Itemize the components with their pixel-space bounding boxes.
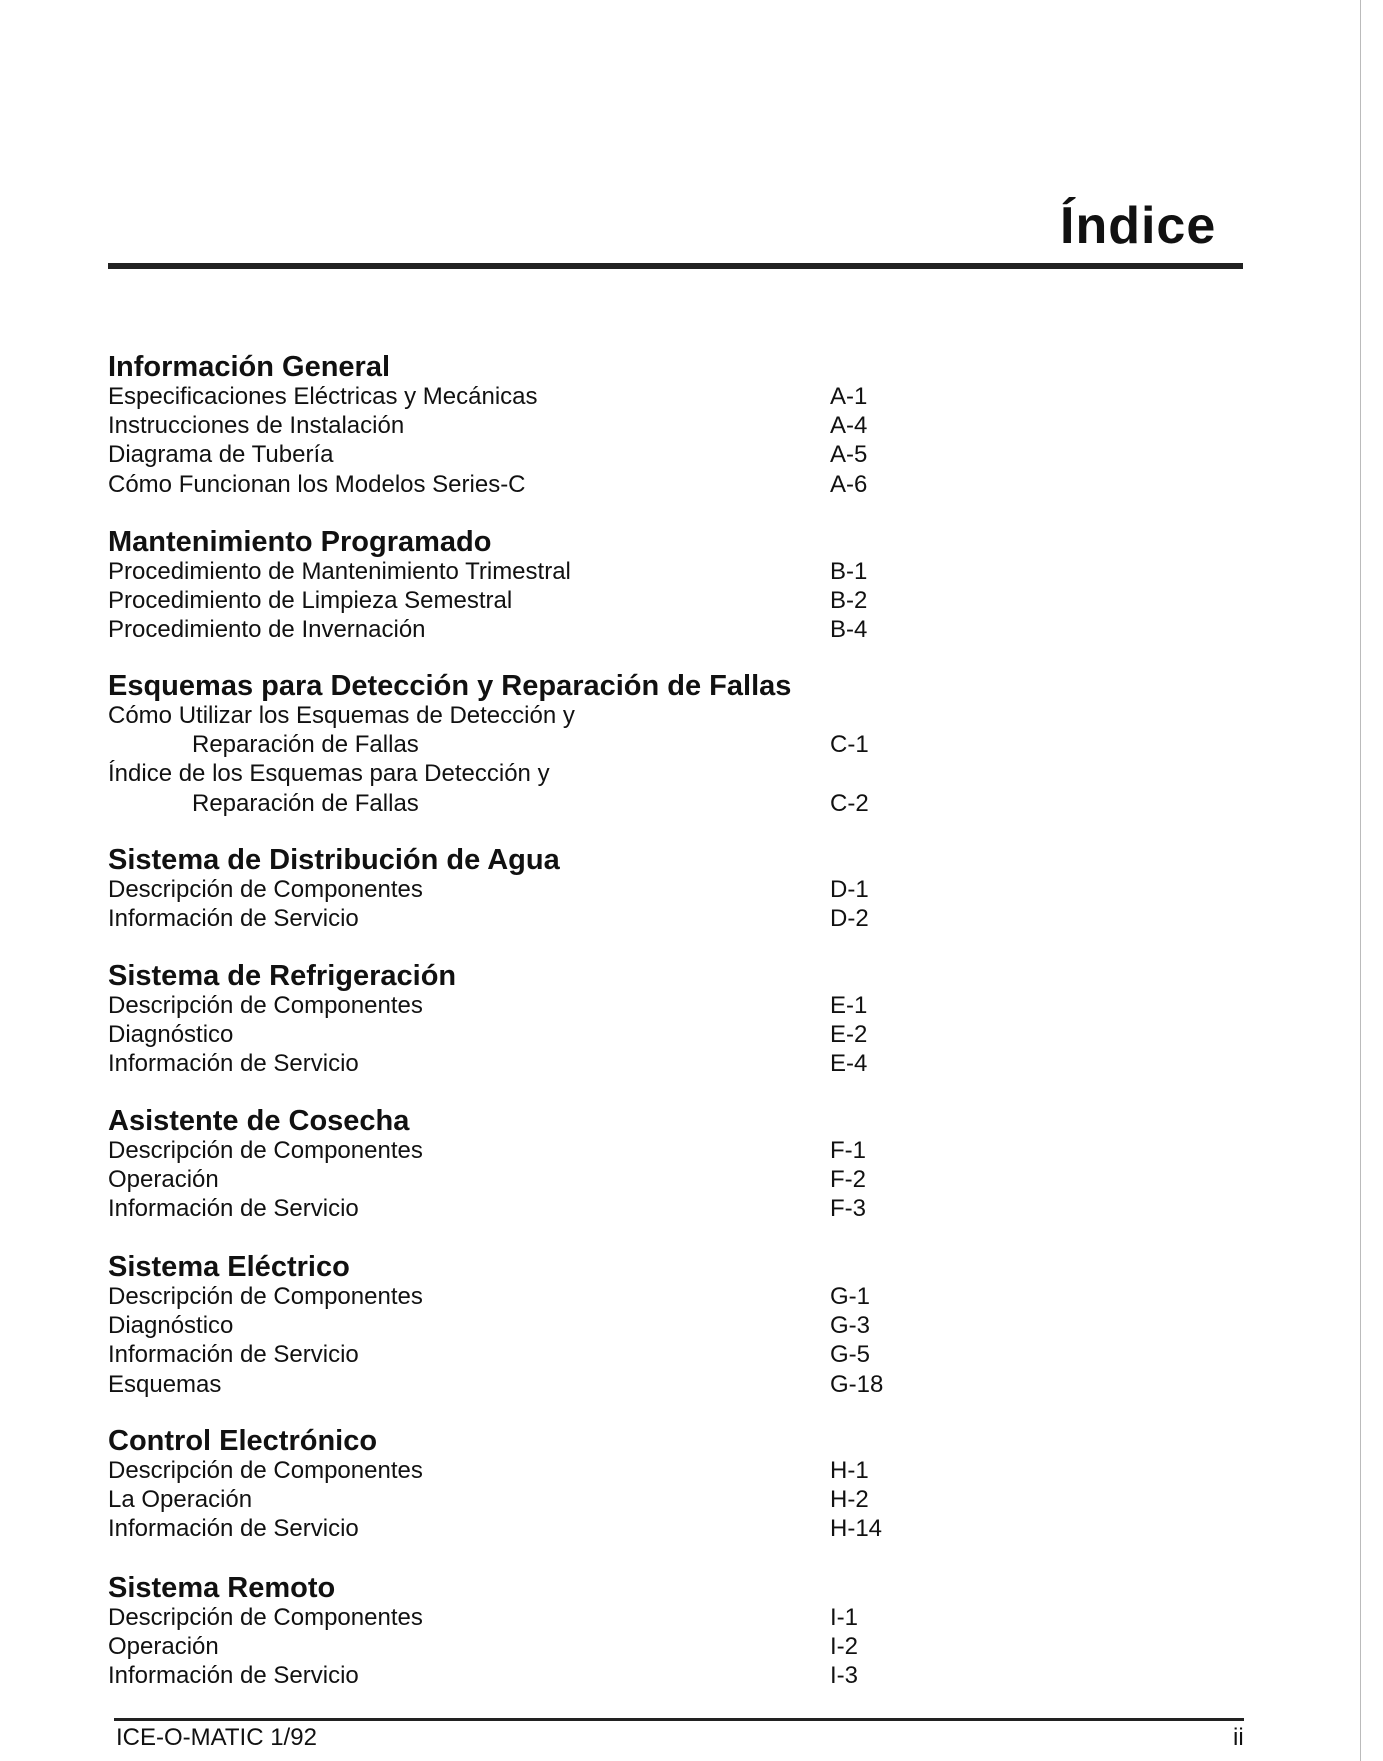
entry-label: Cómo Utilizar los Esquemas de Detección y xyxy=(108,702,575,729)
entry-label: Esquemas xyxy=(108,1370,222,1398)
toc-entry[interactable] xyxy=(108,759,1008,788)
toc-section xyxy=(108,527,1008,645)
entry-page-number: I-3 xyxy=(830,1662,859,1690)
entry-label: Descripción de Componentes xyxy=(108,1457,423,1484)
entry-page-number: A-1 xyxy=(830,383,868,410)
entry-label: Información de Servicio xyxy=(108,1662,359,1690)
toc-section xyxy=(108,961,1008,1079)
entry-page-number: I-2 xyxy=(830,1633,859,1661)
entry-label: Cómo Funcionan los Modelos Series-C xyxy=(108,470,526,498)
entry-page-number: F-2 xyxy=(830,1166,866,1194)
entry-page-number: C-2 xyxy=(830,789,869,817)
entry-page-number: H-2 xyxy=(830,1486,869,1514)
entry-label: Procedimiento de Mantenimiento Trimestral xyxy=(108,558,571,585)
entry-page-number: D-1 xyxy=(830,876,869,903)
toc-section xyxy=(108,671,1008,818)
entry-page-number: H-14 xyxy=(830,1515,883,1543)
toc-entry[interactable] xyxy=(108,1020,1008,1049)
section-heading: Control Electrónico xyxy=(108,1425,378,1457)
toc-entry[interactable] xyxy=(108,1661,1008,1690)
entry-page-number: G-1 xyxy=(830,1283,871,1310)
toc-entry[interactable] xyxy=(108,1136,1008,1165)
toc-entry[interactable] xyxy=(108,1514,1008,1543)
footer-publication: ICE-O-MATIC 1/92 xyxy=(116,1724,317,1751)
toc-entry[interactable] xyxy=(108,730,1008,759)
section-heading: Sistema Remoto xyxy=(108,1572,336,1604)
page-edge xyxy=(1360,0,1361,1761)
toc-entry[interactable] xyxy=(108,1165,1008,1194)
toc-entry[interactable] xyxy=(108,1370,1008,1399)
footer-divider xyxy=(114,1718,1244,1721)
entry-page-number: B-4 xyxy=(830,616,868,644)
toc-entry[interactable] xyxy=(108,1282,1008,1311)
entry-label: Descripción de Componentes xyxy=(108,992,423,1019)
toc-entry[interactable] xyxy=(108,875,1008,904)
toc-section xyxy=(108,1252,1008,1399)
entry-page-number: A-6 xyxy=(830,470,868,498)
entry-page-number: I-1 xyxy=(830,1604,859,1631)
entry-label: Información de Servicio xyxy=(108,1341,359,1369)
entry-page-number: B-2 xyxy=(830,587,868,615)
title-divider xyxy=(108,263,1243,269)
entry-label: Descripción de Componentes xyxy=(108,1137,423,1164)
entry-label: Procedimiento de Limpieza Semestral xyxy=(108,587,513,615)
entry-page-number: E-2 xyxy=(830,1021,868,1049)
entry-label: Operación xyxy=(108,1166,219,1194)
entry-label: Operación xyxy=(108,1633,219,1661)
entry-label: Reparación de Fallas xyxy=(192,789,419,817)
entry-page-number: G-5 xyxy=(830,1341,871,1369)
toc-entry[interactable] xyxy=(108,586,1008,615)
toc-entry[interactable] xyxy=(108,557,1008,586)
entry-page-number: F-3 xyxy=(830,1195,866,1223)
section-heading: Esquemas para Detección y Reparación de Fallas xyxy=(108,670,792,702)
toc-entry[interactable] xyxy=(108,1632,1008,1661)
toc-entry[interactable] xyxy=(108,470,1008,499)
entry-page-number: H-1 xyxy=(830,1457,869,1484)
entry-label: Diagrama de Tubería xyxy=(108,441,334,469)
entry-label: Reparación de Fallas xyxy=(192,731,419,759)
toc-entry[interactable] xyxy=(108,382,1008,411)
entry-page-number: D-2 xyxy=(830,905,869,933)
entry-label: Diagnóstico xyxy=(108,1021,234,1049)
entry-label: Instrucciones de Instalación xyxy=(108,412,405,440)
toc-section xyxy=(108,1573,1008,1691)
toc-entry[interactable] xyxy=(108,1340,1008,1369)
toc-entry[interactable] xyxy=(108,991,1008,1020)
entry-label: Información de Servicio xyxy=(108,1515,359,1543)
toc-entry[interactable] xyxy=(108,1456,1008,1485)
entry-label: Descripción de Componentes xyxy=(108,1283,423,1310)
section-heading: Sistema Eléctrico xyxy=(108,1251,350,1283)
toc-entry[interactable] xyxy=(108,701,1008,730)
section-heading: Mantenimiento Programado xyxy=(108,526,492,558)
section-heading: Asistente de Cosecha xyxy=(108,1105,410,1137)
entry-label: Información de Servicio xyxy=(108,1050,359,1078)
entry-label: Descripción de Componentes xyxy=(108,876,423,903)
entry-label: Información de Servicio xyxy=(108,1195,359,1223)
entry-label: Especificaciones Eléctricas y Mecánicas xyxy=(108,383,538,410)
toc-entry[interactable] xyxy=(108,1485,1008,1514)
toc-entry[interactable] xyxy=(108,1311,1008,1340)
entry-page-number: G-18 xyxy=(830,1370,884,1398)
toc-entry[interactable] xyxy=(108,1194,1008,1223)
page-title: Índice xyxy=(1060,197,1217,255)
toc-entry[interactable] xyxy=(108,615,1008,644)
entry-label: Procedimiento de Invernación xyxy=(108,616,426,644)
entry-page-number: A-4 xyxy=(830,412,868,440)
entry-page-number: F-1 xyxy=(830,1137,866,1164)
entry-page-number: E-4 xyxy=(830,1050,868,1078)
toc-section xyxy=(108,1426,1008,1544)
entry-page-number: G-3 xyxy=(830,1312,871,1340)
entry-page-number: B-1 xyxy=(830,558,868,585)
toc-entry[interactable] xyxy=(108,1603,1008,1632)
toc-entry[interactable] xyxy=(108,1049,1008,1078)
entry-label: Descripción de Componentes xyxy=(108,1604,423,1631)
toc-section xyxy=(108,1106,1008,1224)
entry-label: Diagnóstico xyxy=(108,1312,234,1340)
toc-entry[interactable] xyxy=(108,411,1008,440)
entry-page-number: E-1 xyxy=(830,992,868,1019)
footer-page-number: ii xyxy=(1233,1724,1244,1751)
toc-entry[interactable] xyxy=(108,904,1008,933)
section-heading: Sistema de Refrigeración xyxy=(108,960,457,992)
entry-label: Índice de los Esquemas para Detección y xyxy=(108,760,550,788)
toc-section xyxy=(108,352,1008,499)
toc-entry[interactable] xyxy=(108,789,1008,818)
section-heading: Sistema de Distribución de Agua xyxy=(108,844,560,876)
entry-page-number: C-1 xyxy=(830,731,869,759)
section-heading: Información General xyxy=(108,351,391,383)
entry-page-number: A-5 xyxy=(830,441,868,469)
toc-section xyxy=(108,845,1008,933)
entry-label: Información de Servicio xyxy=(108,905,359,933)
toc-entry[interactable] xyxy=(108,440,1008,469)
entry-label: La Operación xyxy=(108,1486,253,1514)
